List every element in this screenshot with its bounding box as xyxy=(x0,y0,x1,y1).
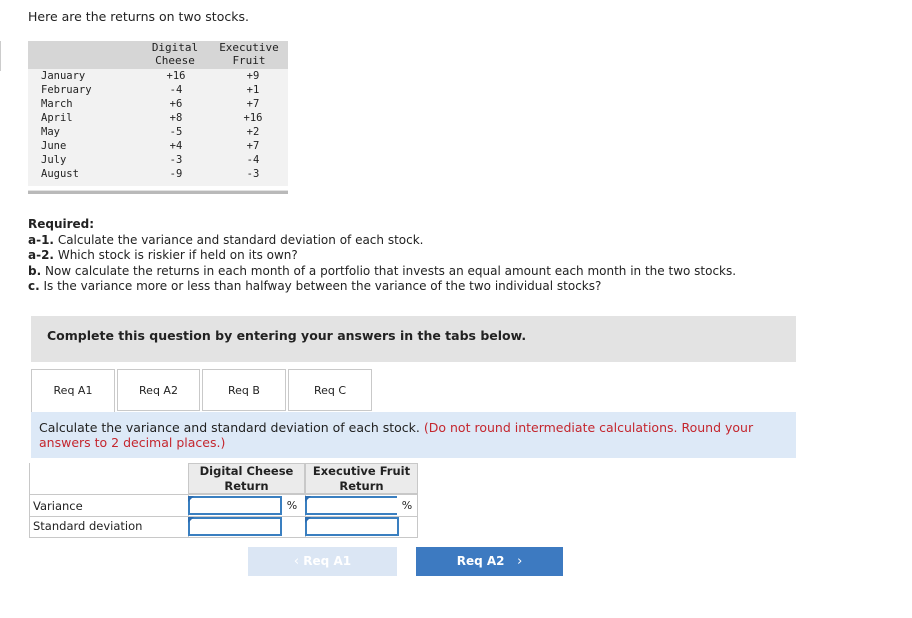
percent-unit: % xyxy=(397,496,417,515)
tab-panel-instructions xyxy=(31,412,796,458)
digital-cell: -3 xyxy=(169,154,183,166)
fruit-cell: +1 xyxy=(246,84,260,96)
month-cell: February xyxy=(41,84,92,96)
table-header xyxy=(28,41,288,69)
col-divider xyxy=(417,494,418,538)
panel-instruction: Calculate the variance and standard deviation of each stock. xyxy=(39,420,420,435)
variance-digital-input[interactable] xyxy=(188,496,282,515)
row-divider xyxy=(29,537,418,538)
digital-cell: -9 xyxy=(169,168,183,180)
month-cell: January xyxy=(41,70,86,82)
variance-fruit-input[interactable] xyxy=(305,496,399,515)
prev-req-button[interactable] xyxy=(248,547,397,576)
header-line: Digital Cheese xyxy=(199,464,294,478)
percent-unit: % xyxy=(282,496,302,515)
chevron-right-icon: › xyxy=(517,554,523,569)
sd-fruit-input[interactable] xyxy=(305,517,399,536)
digital-cell: +16 xyxy=(166,70,186,82)
answer-table xyxy=(29,463,418,538)
tab-req-c[interactable]: Req C xyxy=(288,369,372,411)
fruit-cell: +7 xyxy=(246,140,260,152)
month-cell: August xyxy=(41,168,79,180)
requirement-b xyxy=(28,264,736,280)
col-header-line: Executive xyxy=(219,41,279,54)
prev-button-label: Req A1 xyxy=(303,554,352,568)
col-divider xyxy=(29,463,30,538)
month-cell: May xyxy=(41,126,60,138)
requirement-text: Calculate the variance and standard deviation of each stock. xyxy=(57,232,424,247)
left-edge-divider xyxy=(0,41,1,71)
tab-req-a2[interactable]: Req A2 xyxy=(117,369,200,411)
digital-cell: +4 xyxy=(169,140,183,152)
requirement-c xyxy=(28,279,736,295)
col-header-line: Cheese xyxy=(155,54,195,67)
col-header-line: Fruit xyxy=(232,54,266,67)
fruit-cell: +7 xyxy=(246,98,260,110)
fruit-cell: +2 xyxy=(246,126,260,138)
requirement-label: b. xyxy=(28,263,42,278)
table-row xyxy=(28,97,288,111)
digital-cell: +6 xyxy=(169,98,183,110)
header-line: Return xyxy=(224,479,269,493)
required-title: Required: xyxy=(28,217,95,231)
header-line: Executive Fruit xyxy=(312,464,411,478)
table-row xyxy=(28,125,288,139)
variance-label: Variance xyxy=(33,499,83,513)
table-row xyxy=(28,69,288,83)
month-cell: March xyxy=(41,98,73,110)
requirement-label: c. xyxy=(28,279,40,293)
requirement-text: Which stock is riskier if held on its own? xyxy=(57,248,298,262)
fruit-cell: +16 xyxy=(243,112,263,124)
header-line: Return xyxy=(339,479,384,493)
tab-req-b[interactable]: Req B xyxy=(202,369,286,411)
col-header-line: Digital xyxy=(151,41,199,54)
month-cell: April xyxy=(41,112,73,124)
table-row xyxy=(28,111,288,125)
requirement-a1 xyxy=(28,233,736,249)
chevron-left-icon: ‹ xyxy=(293,554,300,569)
intro-text: Here are the returns on two stocks. xyxy=(28,9,249,24)
col-header-digital-cheese xyxy=(140,41,210,67)
digital-cell: -5 xyxy=(169,126,183,138)
answer-col-header-digital xyxy=(188,463,305,494)
row-divider xyxy=(29,494,418,495)
standard-deviation-label: Standard deviation xyxy=(33,519,143,533)
table-row xyxy=(28,83,288,97)
answer-col-header-fruit xyxy=(305,463,418,494)
banner-text: Complete this question by entering your answers in the tabs below. xyxy=(47,328,527,343)
requirement-text: Now calculate the returns in each month of a portfolio that invests an equal amount each month in the two stocks. xyxy=(44,263,737,278)
col-header-executive-fruit xyxy=(214,41,284,67)
sd-digital-input[interactable] xyxy=(188,517,282,536)
table-row xyxy=(28,167,288,181)
table-bottom-rule xyxy=(28,190,288,194)
table-padding xyxy=(28,181,288,186)
digital-cell: -4 xyxy=(169,84,183,96)
instructions-banner xyxy=(31,316,796,362)
stock-returns-table xyxy=(28,41,288,186)
next-req-button[interactable] xyxy=(416,547,563,576)
required-section xyxy=(28,217,736,295)
requirement-label: a-2. xyxy=(28,248,54,262)
tab-req-a1[interactable]: Req A1 xyxy=(31,369,115,412)
requirement-text: Is the variance more or less than halfway between the variance of the two individual stocks? xyxy=(43,279,602,293)
digital-cell: +8 xyxy=(169,112,183,124)
month-cell: July xyxy=(41,154,67,166)
fruit-cell: -4 xyxy=(246,154,260,166)
month-cell: June xyxy=(41,140,67,152)
fruit-cell: -3 xyxy=(246,168,260,180)
next-button-label: Req A2 xyxy=(456,554,505,568)
table-row xyxy=(28,139,288,153)
requirement-a2 xyxy=(28,248,736,264)
table-row xyxy=(28,153,288,167)
requirement-label: a-1. xyxy=(28,232,54,247)
fruit-cell: +9 xyxy=(246,70,260,82)
panel-rounding-note: (Do not round intermediate calculations. Round your answers to 2 decimal places.) xyxy=(39,420,754,450)
